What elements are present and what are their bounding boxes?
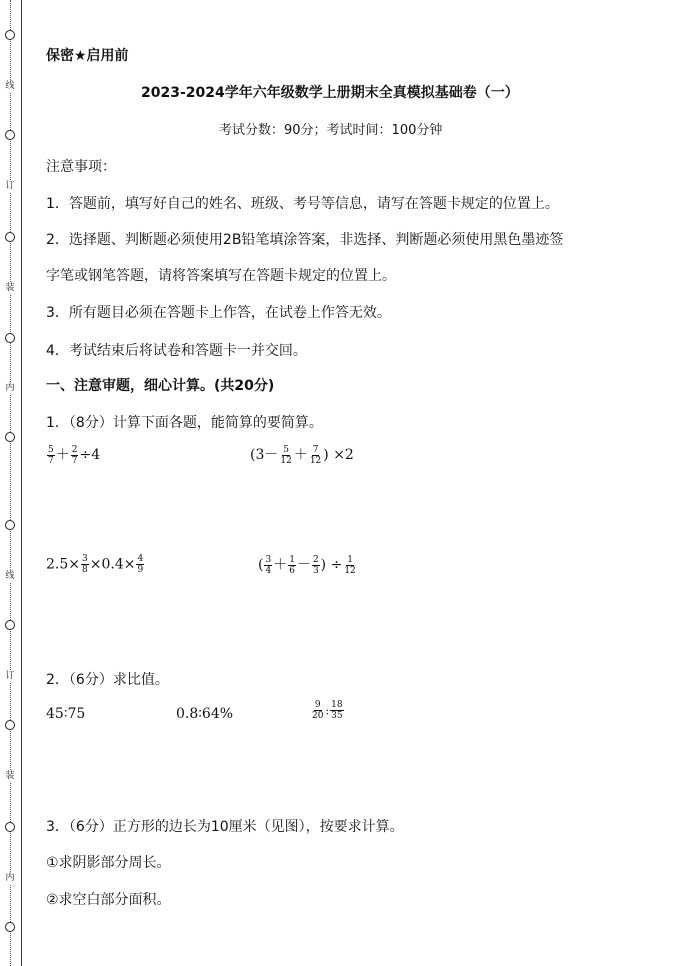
note-item: 字笔或钢笔答题，请将答案填写在答题卡规定的位置上。 [46,268,396,284]
circle-mark [5,922,15,932]
margin-label: 装 [3,282,17,294]
fraction: $\frac{5}{7}$ [48,444,54,466]
notes-heading: 注意事项： [46,159,116,175]
exam-info: 考试分数：90分；考试时间：100分钟 [219,123,443,138]
circle-mark [5,520,15,530]
margin-label: 线 [3,570,17,582]
fraction: $\frac{2}{7}$ [71,444,78,466]
fraction: $\frac{1}{12}$ [344,554,356,576]
ratio-1: 45∶75 [46,706,86,722]
margin-label: 内 [3,872,17,884]
ratio-2: 0.8∶64% [176,706,234,722]
circle-mark [5,333,15,343]
fraction: $\frac{3}{8}$ [82,554,88,575]
expression-3: 2.5× $\frac{3}{8}$ ×0.4× $\frac{4}{9}$ [46,554,144,575]
margin-label: 订 [3,670,17,682]
circle-mark [5,432,15,442]
margin-label: 线 [3,80,17,92]
ratio-3: $\frac{9}{20}$ : $\frac{18}{35}$ [312,700,343,721]
exam-title: 2023-2024学年六年级数学上册期末全真模拟基础卷（一） [141,85,519,101]
circle-mark [5,620,15,630]
question-3: 3．（6分）正方形的边长为10厘米（见图），按要求计算。 [46,819,404,835]
note-item: 3．所有题目必须在答题卡上作答，在试卷上作答无效。 [46,305,391,321]
question-2: 2．（6分）求比值。 [46,672,169,688]
note-item: 4．考试结束后将试卷和答题卡一并交回。 [46,343,307,359]
fraction: $\frac{4}{9}$ [137,554,144,575]
question-3-sub-1: ①求阴影部分周长。 [46,855,171,871]
confidential-label: 保密★启用前 [46,48,129,64]
circle-mark [5,822,15,832]
question-3-sub-2: ②求空白部分面积。 [46,892,171,908]
fraction: $\frac{18}{35}$ [331,700,343,721]
section-heading: 一、注意审题，细心计算。(共20分) [46,378,275,394]
circle-mark [5,30,15,40]
margin-border-line [21,0,22,966]
circle-mark [5,720,15,730]
fraction: $\frac{2}{3}$ [312,554,319,576]
fraction: $\frac{3}{4}$ [265,554,272,576]
fraction: $\frac{7}{12}$ [309,444,322,466]
note-item: 2．选择题、判断题必须使用2B铅笔填涂答案，非选择、判断题必须使用黑色墨迹签 [46,232,564,248]
note-item: 1．答题前，填写好自己的姓名、班级、考号等信息，请写在答题卡规定的位置上。 [46,196,559,212]
expression-1: $\frac{5}{7}$ ＋ $\frac{2}{7}$ ÷4 [48,444,101,466]
expression-2: (3－ $\frac{5}{12}$ ＋ $\frac{7}{12}$ ) ×2 [250,444,354,466]
question-1: 1．（8分）计算下面各题，能简算的要简算。 [46,415,323,431]
circle-mark [5,130,15,140]
circle-mark [5,232,15,242]
expression-4: ( $\frac{3}{4}$ ＋ $\frac{1}{6}$ － $\frac{2}{3}$ ) ÷ $\frac{1}{12}$ [258,554,356,576]
binding-margin [0,0,22,966]
fraction: $\frac{5}{12}$ [280,444,292,466]
fraction: $\frac{9}{20}$ [312,700,324,721]
margin-label: 装 [3,770,17,782]
fraction: $\frac{1}{6}$ [289,554,295,576]
margin-label: 内 [3,382,17,394]
margin-label: 订 [3,180,17,192]
